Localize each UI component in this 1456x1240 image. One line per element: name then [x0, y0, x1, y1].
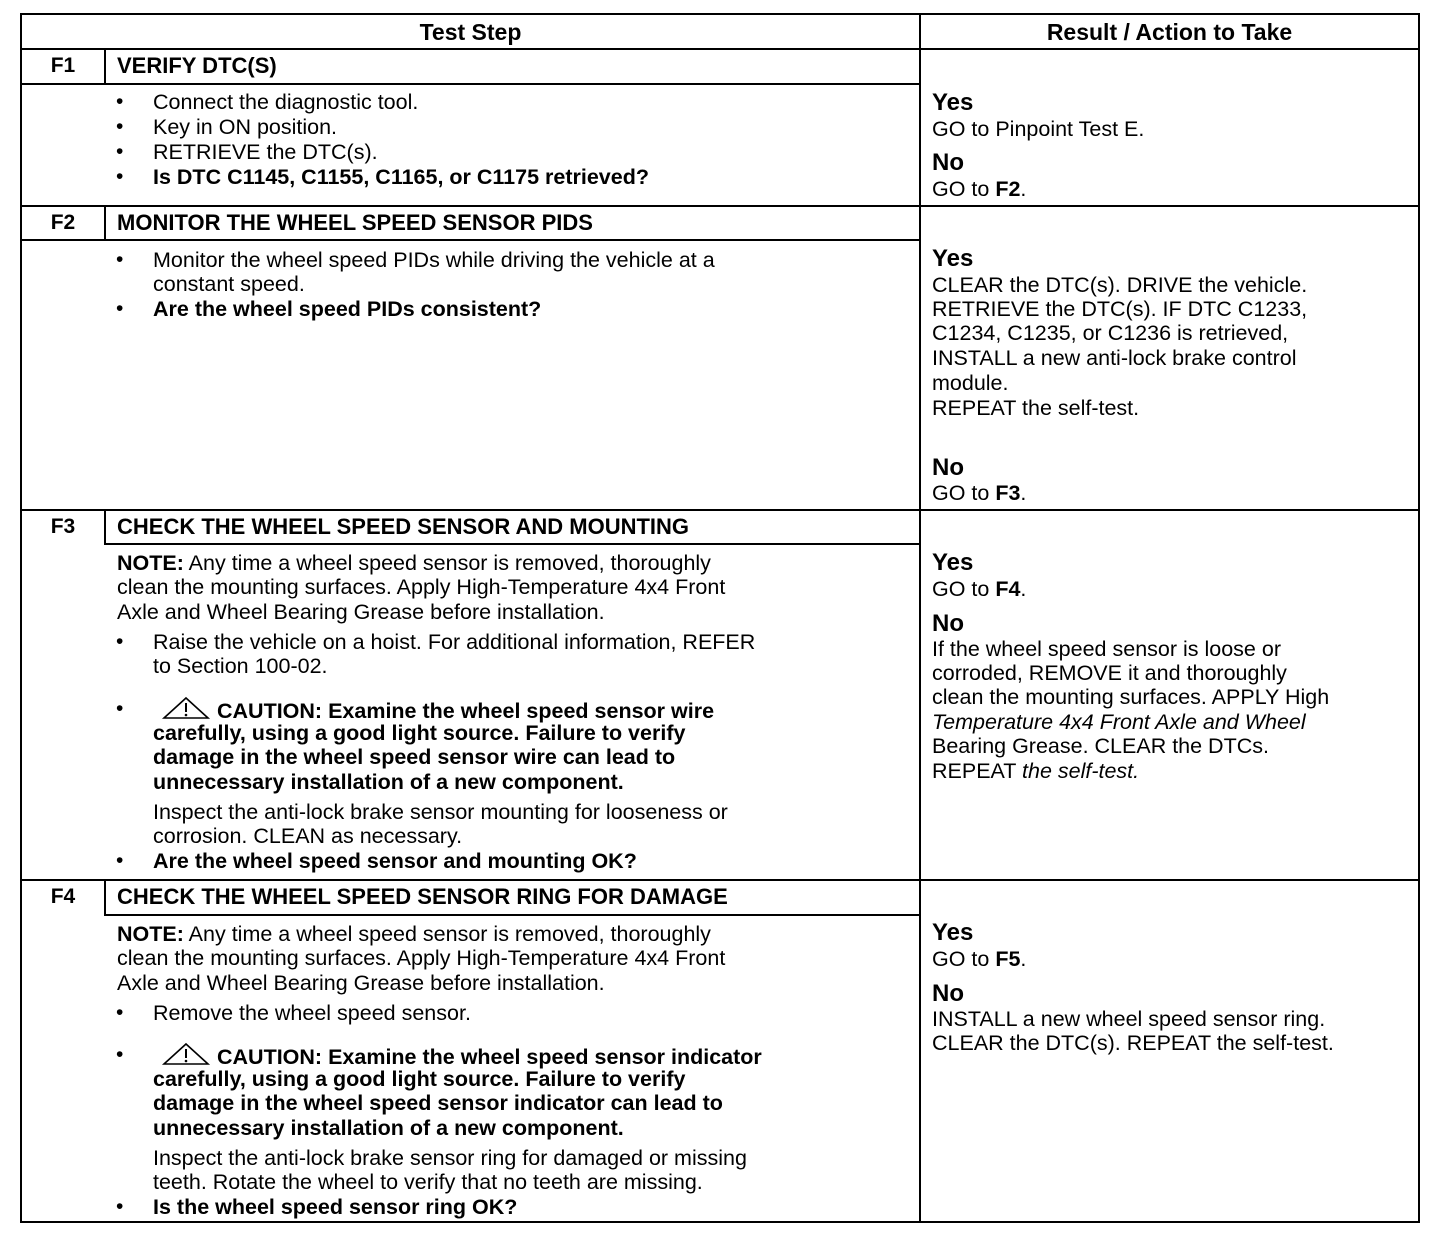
bullet-question: Is DTC C1145, C1155, C1165, or C1175 retrieved? [153, 165, 649, 189]
yes-action: C1234, C1235, or C1236 is retrieved, [932, 321, 1289, 345]
bullet-question: Are the wheel speed PIDs consistent? [153, 297, 542, 321]
bullet-question: Is the wheel speed sensor ring OK? [153, 1195, 518, 1219]
no-action: GO to F3. [932, 481, 1027, 505]
yes-action: GO to Pinpoint Test E. [932, 117, 1145, 141]
caution-text: CAUTION: Examine the wheel speed sensor indicator [153, 1042, 762, 1072]
no-action: Bearing Grease. CLEAR the DTCs. [932, 734, 1269, 758]
yes-label: Yes [932, 919, 974, 946]
bullet-glyph: • [116, 115, 124, 138]
no-action: CLEAR the DTC(s). REPEAT the self-test. [932, 1031, 1334, 1055]
bullet-glyph: • [116, 1043, 124, 1066]
no-action: If the wheel speed sensor is loose or [932, 637, 1281, 661]
bullet-text: Connect the diagnostic tool. [153, 90, 419, 114]
bullet-glyph: • [116, 140, 124, 163]
bullet-glyph: • [116, 248, 124, 271]
no-action: Temperature 4x4 Front Axle and Wheel [932, 710, 1306, 734]
yes-action: GO to F4. [932, 577, 1027, 601]
bullet-text: RETRIEVE the DTC(s). [153, 140, 378, 164]
note-label: NOTE: [117, 922, 184, 946]
bullet-glyph: • [116, 1195, 124, 1218]
step-title-divider [22, 83, 919, 85]
no-label: No [932, 149, 964, 176]
row-divider [22, 879, 1418, 881]
bullet-glyph: • [116, 90, 124, 113]
bullet-glyph: • [116, 297, 124, 320]
caution-text: carefully, using a good light source. Failure to verify [153, 1067, 686, 1091]
bullet-text: to Section 100-02. [153, 654, 328, 678]
step-id: F1 [50, 54, 76, 77]
caution-text: unnecessary installation of a new component. [153, 1116, 624, 1140]
yes-action: REPEAT the self-test. [932, 396, 1140, 420]
yes-label: Yes [932, 549, 974, 576]
yes-label: Yes [932, 245, 974, 272]
inspect-text: Inspect the anti-lock brake sensor mounting for looseness or [153, 800, 728, 824]
no-action: GO to F2. [932, 177, 1027, 201]
step-title: VERIFY DTC(S) [117, 53, 277, 78]
yes-action: INSTALL a new anti-lock brake control [932, 346, 1297, 370]
header-result: Result / Action to Take [1046, 19, 1293, 45]
caution-text: carefully, using a good light source. Failure to verify [153, 721, 686, 745]
row-divider [22, 205, 1418, 207]
caution-text: damage in the wheel speed sensor wire can lead to [153, 745, 676, 769]
inspect-text: corrosion. CLEAN as necessary. [153, 824, 463, 848]
inspect-text: Inspect the anti-lock brake sensor ring for damaged or missing [153, 1146, 747, 1170]
column-divider [919, 15, 921, 1221]
id-divider [104, 879, 106, 914]
yes-action: GO to F5. [932, 947, 1027, 971]
row-divider [22, 509, 1418, 511]
yes-action: RETRIEVE the DTC(s). IF DTC C1233, [932, 297, 1308, 321]
bullet-glyph: • [116, 1001, 124, 1024]
note-text: NOTE: Any time a wheel speed sensor is removed, thoroughly [117, 551, 711, 575]
step-title-divider [104, 914, 919, 916]
step-id: F2 [50, 211, 76, 234]
test-step-table [20, 13, 1420, 1223]
yes-action: CLEAR the DTC(s). DRIVE the vehicle. [932, 273, 1308, 297]
bullet-glyph: • [116, 165, 124, 188]
no-action: INSTALL a new wheel speed sensor ring. [932, 1007, 1326, 1031]
note-text: clean the mounting surfaces. Apply High-Temperature 4x4 Front [117, 946, 726, 970]
note-text: Axle and Wheel Bearing Grease before installation. [117, 600, 605, 624]
step-title: CHECK THE WHEEL SPEED SENSOR AND MOUNTING [117, 514, 690, 539]
no-action: REPEAT the self-test. [932, 759, 1140, 783]
step-id: F3 [50, 515, 76, 538]
note-text: Axle and Wheel Bearing Grease before installation. [117, 971, 605, 995]
id-divider [104, 509, 106, 543]
step-title-divider [104, 543, 919, 545]
bullet-text: Monitor the wheel speed PIDs while driving the vehicle at a [153, 248, 715, 272]
no-label: No [932, 980, 964, 1007]
no-action: clean the mounting surfaces. APPLY High [932, 685, 1330, 709]
id-divider [104, 48, 106, 83]
step-title-divider [22, 239, 919, 241]
note-text: clean the mounting surfaces. Apply High-Temperature 4x4 Front [117, 575, 726, 599]
note-label: NOTE: [117, 551, 184, 575]
caution-text: damage in the wheel speed sensor indicator can lead to [153, 1091, 723, 1115]
bullet-text: constant speed. [153, 272, 305, 296]
bullet-glyph: • [116, 630, 124, 653]
row-divider [22, 48, 1418, 50]
no-label: No [932, 610, 964, 637]
bullet-text: Key in ON position. [153, 115, 338, 139]
bullet-text: Raise the vehicle on a hoist. For additional information, REFER [153, 630, 756, 654]
bullet-question: Are the wheel speed sensor and mounting OK? [153, 849, 637, 873]
id-divider [104, 205, 106, 239]
caution-text: CAUTION: Examine the wheel speed sensor wire [153, 696, 714, 726]
yes-action: module. [932, 371, 1009, 395]
step-title: MONITOR THE WHEEL SPEED SENSOR PIDS [117, 210, 593, 235]
bullet-glyph: • [116, 697, 124, 720]
step-title: CHECK THE WHEEL SPEED SENSOR RING FOR DAMAGE [117, 884, 728, 909]
step-id: F4 [50, 885, 76, 908]
bullet-text: Remove the wheel speed sensor. [153, 1001, 471, 1025]
no-label: No [932, 454, 964, 481]
bullet-glyph: • [116, 849, 124, 872]
caution-text: unnecessary installation of a new component. [153, 770, 624, 794]
yes-label: Yes [932, 89, 974, 116]
note-text: NOTE: Any time a wheel speed sensor is removed, thoroughly [117, 922, 711, 946]
header-test-step: Test Step [419, 19, 522, 45]
no-action: corroded, REMOVE it and thoroughly [932, 661, 1287, 685]
inspect-text: teeth. Rotate the wheel to verify that no teeth are missing. [153, 1170, 703, 1194]
